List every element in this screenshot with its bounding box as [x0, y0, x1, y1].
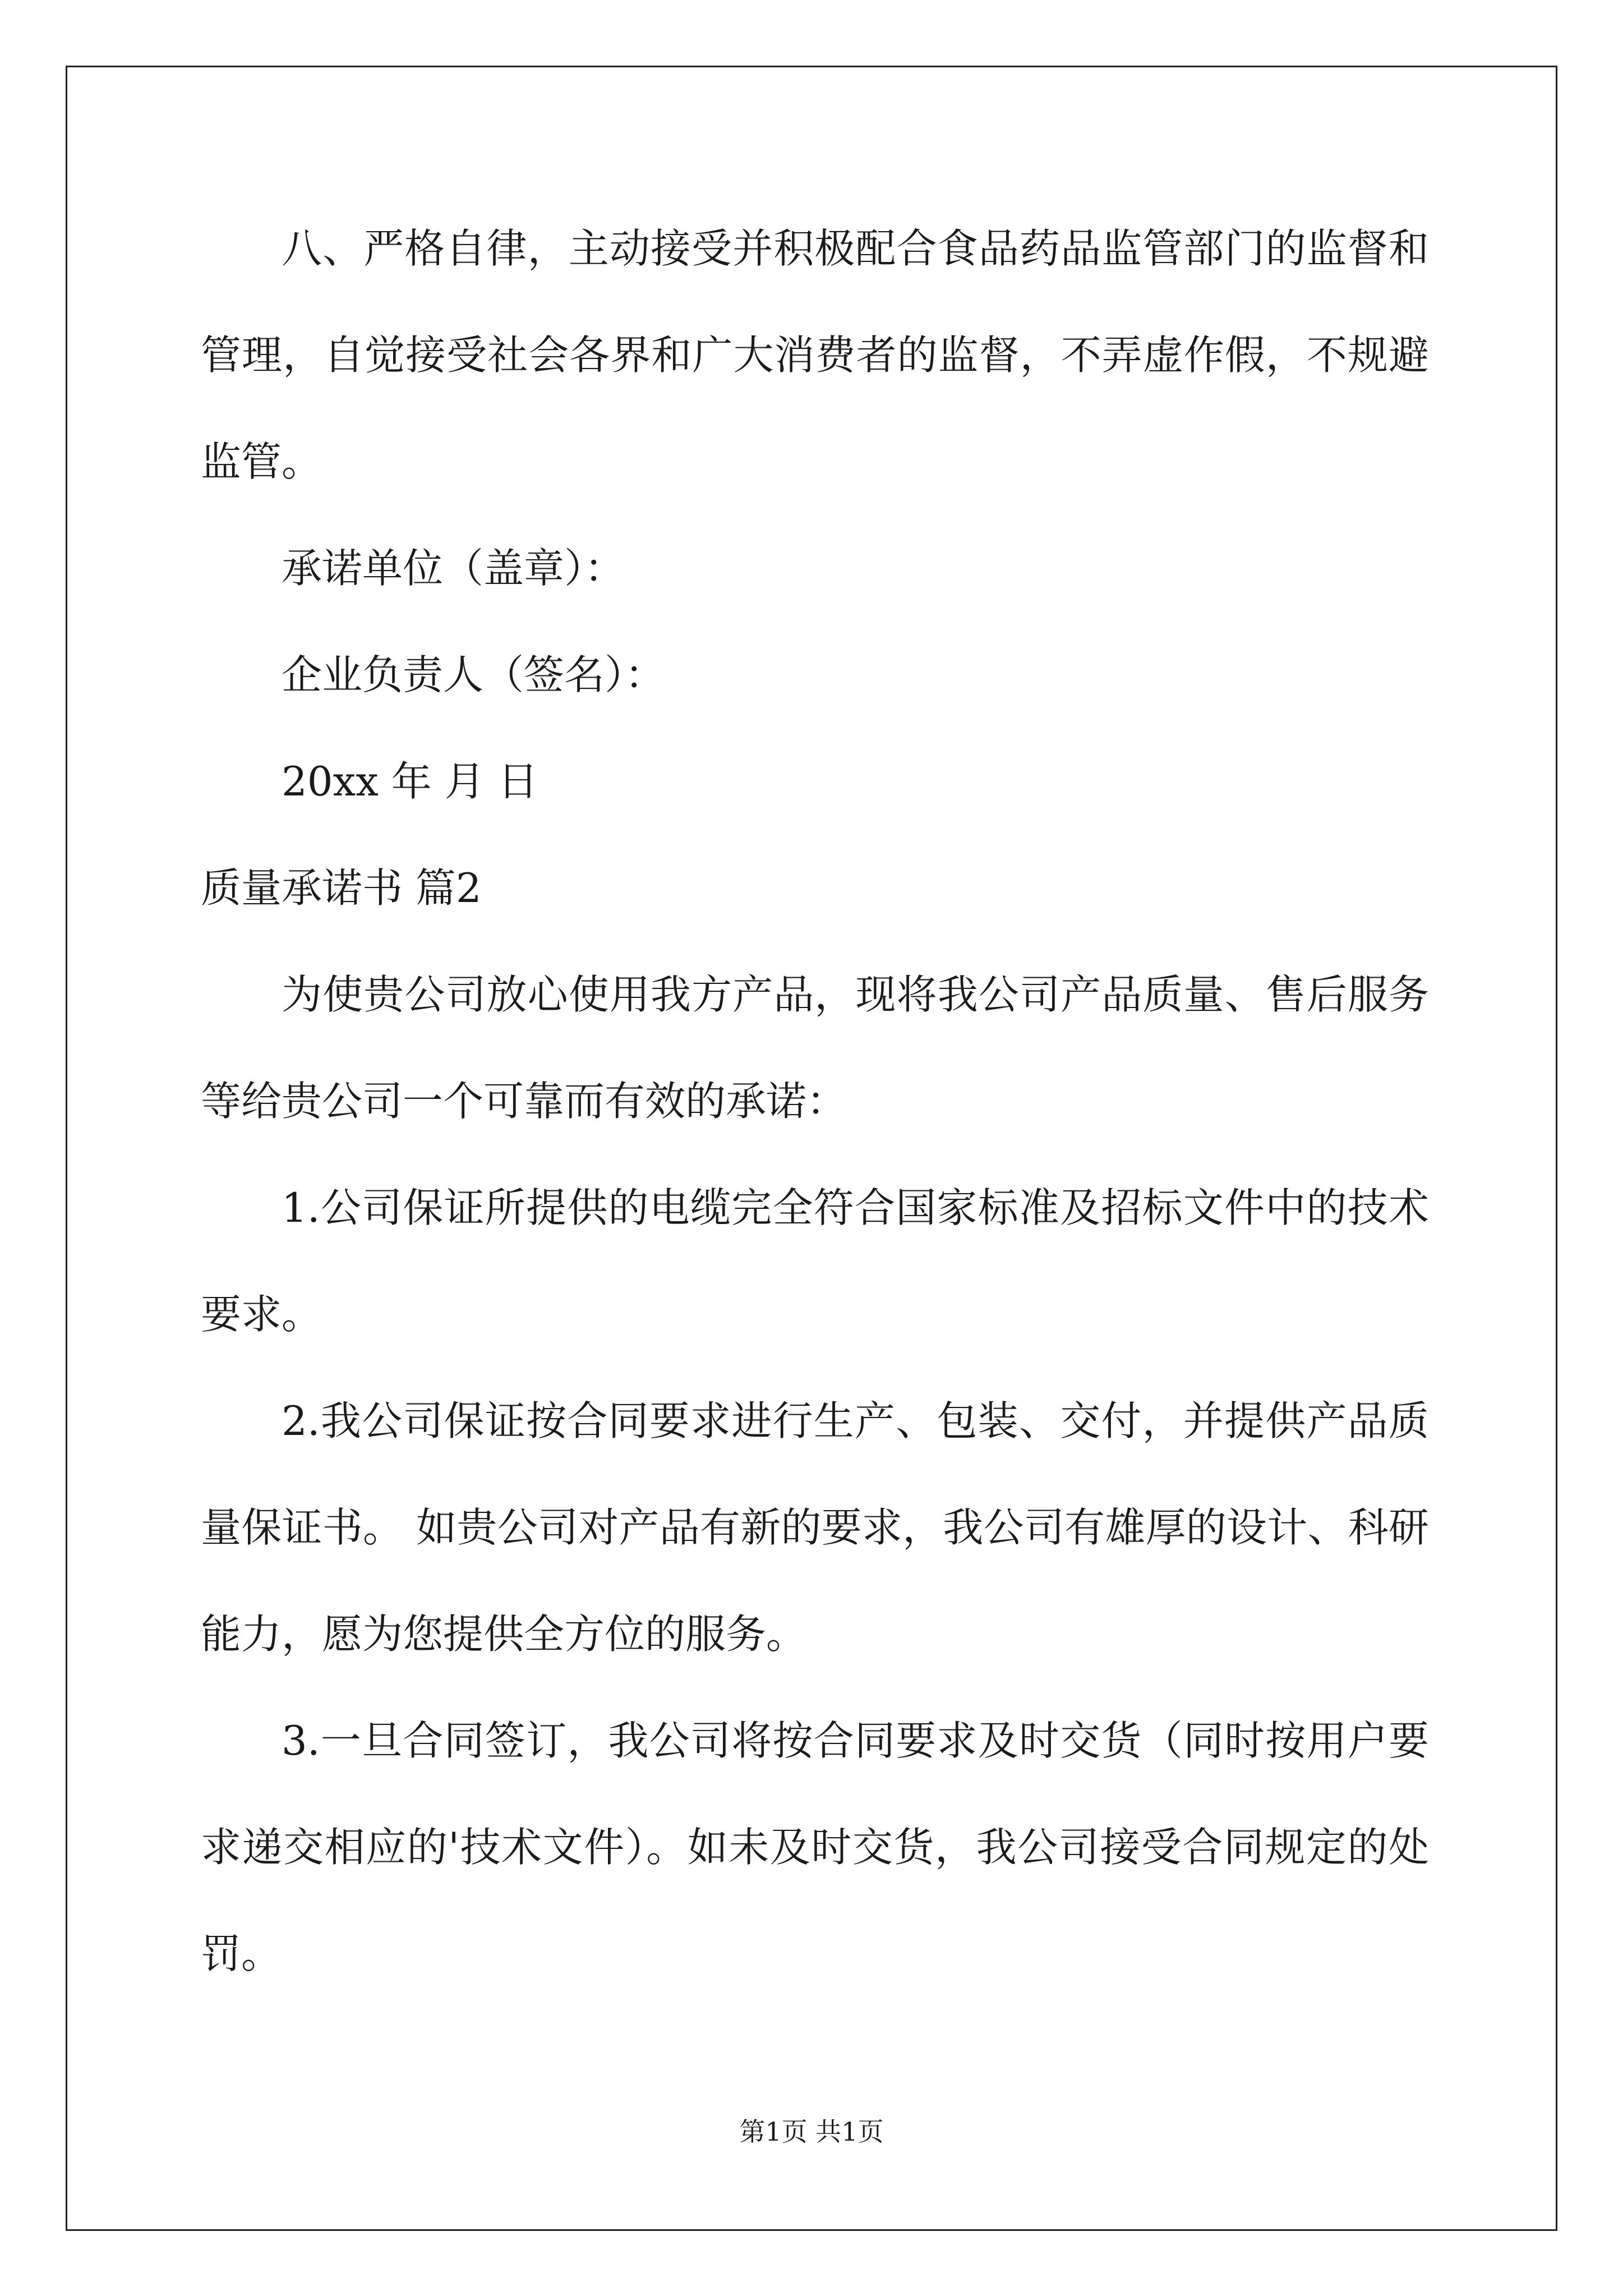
paragraph-line: 要求。: [201, 1291, 322, 1338]
seal-line: 承诺单位（盖章）：: [282, 545, 625, 592]
paragraph-line: 八、严格自律，主动接受并积极配合食品药品监管部门的监督和: [282, 225, 1429, 272]
paragraph-line: 1.公司保证所提供的电缆完全符合国家标准及招标文件中的技术: [282, 1184, 1429, 1231]
paragraph-line: 监管。: [201, 438, 322, 485]
page-border: [66, 66, 1557, 2231]
section-title: 质量承诺书 篇2: [201, 864, 482, 912]
paragraph-line: 2.我公司保证按合同要求进行生产、包装、交付，并提供产品质: [282, 1397, 1429, 1444]
paragraph-line: 能力，愿为您提供全方位的服务。: [201, 1611, 807, 1658]
date-line: 20xx 年 月 日: [282, 758, 538, 805]
paragraph-line: 量保证书。 如贵公司对产品有新的要求，我公司有雄厚的设计、科研: [201, 1504, 1429, 1551]
page-number: 第1页 共1页: [739, 2116, 884, 2147]
paragraph-line: 管理，自觉接受社会各界和广大消费者的监督，不弄虚作假，不规避: [201, 332, 1429, 379]
paragraph-line: 罚。: [201, 1930, 282, 1977]
paragraph-line: 3.一旦合同签订，我公司将按合同要求及时交货（同时按用户要: [282, 1717, 1429, 1764]
paragraph-line: 为使贵公司放心使用我方产品，现将我公司产品质量、售后服务: [282, 971, 1429, 1018]
signature-line: 企业负责人（签名）：: [282, 651, 666, 698]
page-footer: [0, 2115, 1623, 2148]
paragraph-line: 求递交相应的'技术文件）。如未及时交货，我公司接受合同规定的处: [201, 1824, 1429, 1871]
paragraph-line: 等给贵公司一个可靠而有效的承诺：: [201, 1078, 847, 1125]
